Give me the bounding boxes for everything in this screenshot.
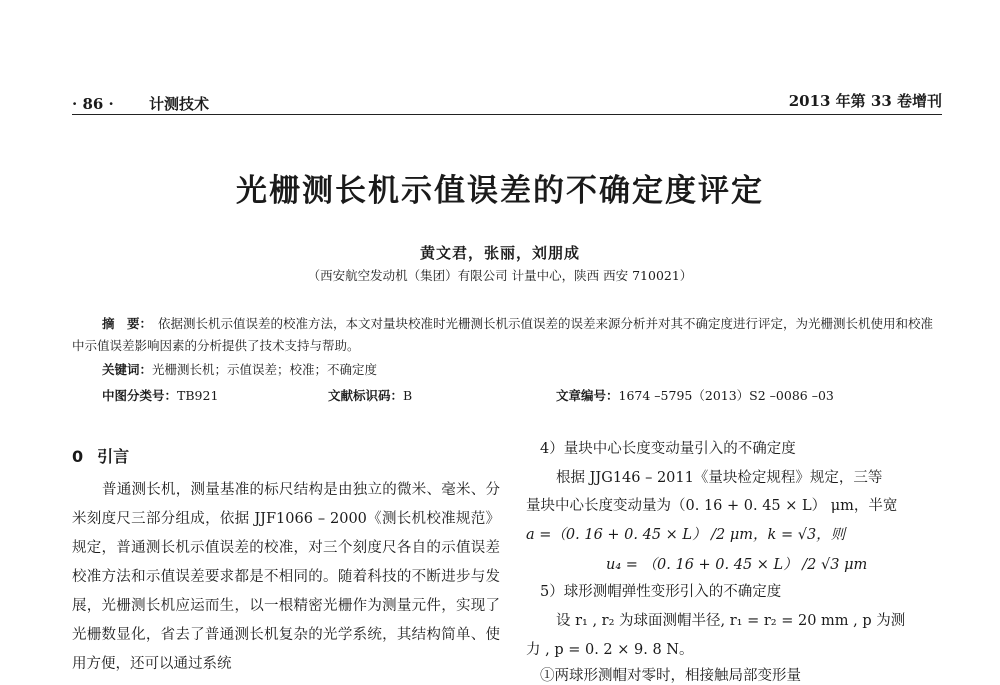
s4-heading: 4）量块中心长度变动量引入的不确定度	[540, 441, 796, 457]
affiliation: （西安航空发动机（集团）有限公司 计量中心，陕西 西安 710021）	[307, 268, 693, 283]
section-heading	[72, 444, 129, 467]
authors: 黄文君，张丽，刘朋成	[419, 244, 580, 262]
abstract-text: 依据测长机示值误差的校准方法，本文对量块校准时光栅测长机示值误差的误差来源分析并对其不确定度进行评定，为光栅测长机使用和校准中示值误差影响因素的分析提供了技术支持与帮助。	[72, 316, 934, 353]
clc-number	[102, 386, 218, 404]
keywords	[102, 360, 377, 378]
clc-value: TB921	[177, 388, 219, 403]
s4-line-2: 量块中心长度变动量为（0. 16 + 0. 45 × L） μm，半宽	[526, 498, 898, 514]
section-title: 引言	[97, 447, 130, 466]
left-column	[72, 476, 500, 679]
paper-title: 光栅测长机示值误差的不确定度评定	[236, 173, 764, 209]
header-rule	[72, 114, 942, 115]
s5-subheading: ①两球形测帽对零时，相接触局部变形量	[540, 668, 801, 684]
s5-heading: 5）球形测帽弹性变形引入的不确定度	[540, 584, 782, 600]
intro-paragraph: 普通测长机，测量基准的标尺结构是由独立的微米、毫米、分米刻度尺三部分组成，依据 JJF1066 – 2000《测长机校准规范》规定，普通测长机示值误差的校准，对三个刻度尺各自的示值误差校准方法和示值误差要求都是不相同的。随着科技的不断进步与发展，光栅测长机应运而生，以一根精密光栅作为测量元件，实现了光栅数显化，省去了普通测长机复杂的光学系统，其结构简单、使用方便，还可以通过系统	[72, 482, 500, 672]
keywords-text: 光栅测长机；示值误差；校准；不确定度	[152, 362, 378, 377]
document-code	[328, 386, 412, 404]
page-number: · 86 ·	[72, 95, 114, 113]
abstract	[72, 313, 944, 357]
s4-line-3: a =（0. 16 + 0. 45 × L） /2 μm，k = √3，则	[526, 527, 846, 543]
clc-label: 中图分类号：	[102, 388, 178, 403]
article-value: 1674 –5795（2013）S2 –0086 –03	[618, 388, 834, 403]
issue-info: 2013 年第 33 卷增刊	[788, 92, 942, 110]
article-label: 文章编号：	[556, 388, 619, 403]
s5-line-1: 设 r₁ , r₂ 为球面测帽半径, r₁ = r₂ = 20 mm , p 为测	[556, 613, 906, 629]
running-header-left	[72, 93, 209, 114]
article-number	[556, 386, 834, 404]
section-number: 0	[72, 447, 84, 466]
keywords-label: 关键词：	[102, 362, 153, 377]
doc-value: B	[403, 388, 413, 403]
doc-label: 文献标识码：	[328, 388, 404, 403]
s4-line-1: 根据 JJG146 – 2011《量块检定规程》规定，三等	[556, 470, 883, 486]
journal-name: 计测技术	[149, 95, 210, 113]
s5-line-2: 力 , p = 0. 2 × 9. 8 N。	[526, 642, 694, 658]
abstract-label: 摘 要：	[102, 316, 153, 331]
s4-equation: u₄ = （0. 16 + 0. 45 × L） /2 √3 μm	[606, 557, 868, 573]
